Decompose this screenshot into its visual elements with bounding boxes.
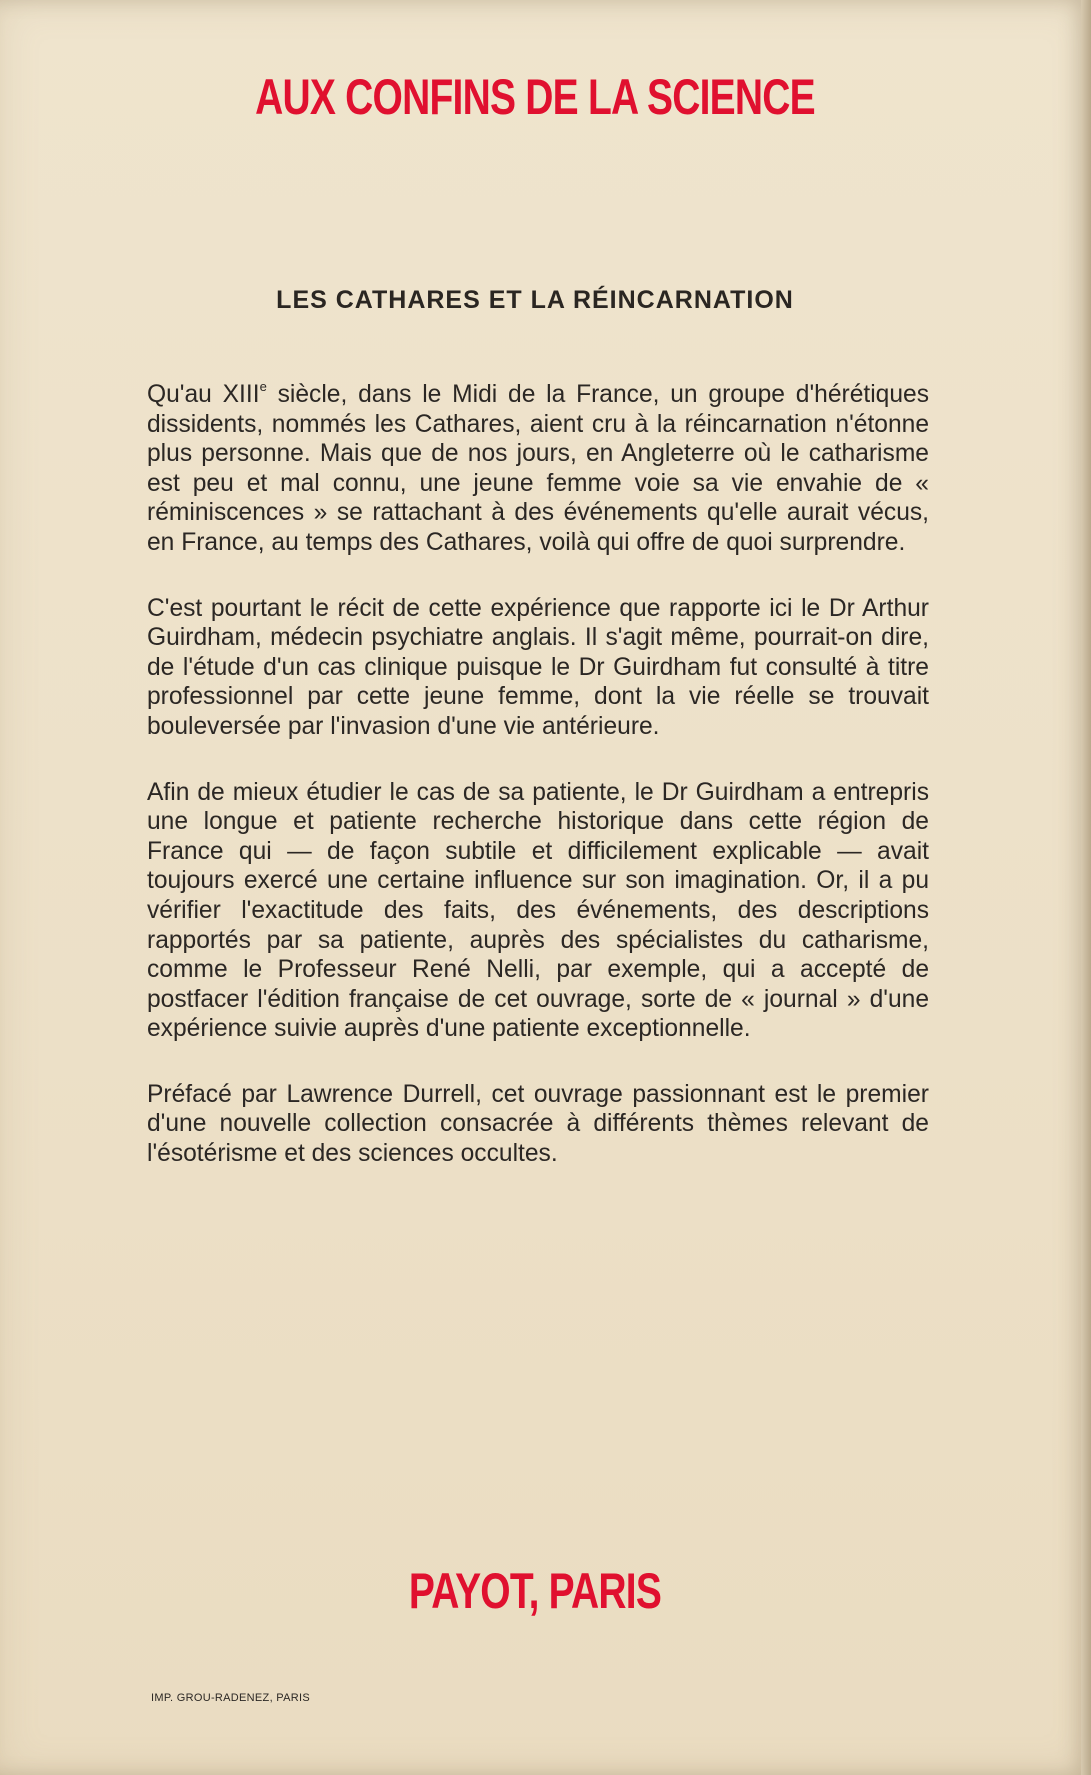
blurb-paragraph-3: Afin de mieux étudier le cas de sa patiente, le Dr Guirdham a entrepris une longue et patiente recherche historique dans cette région de France qui — de façon subtile et difficilement explicable — avait toujours exercé une certaine influence sur son imagination. Or, il a pu vérifier l'exactitude des faits, des événements, des descriptions rapportés par sa patiente, auprès des spécialistes du catharisme, comme le Professeur René Nelli, par exemple, qui a accepté de postfacer l'édition française de cet ouvrage, sorte de « journal » d'une expérience suivie auprès d'une patiente exceptionnelle. (147, 778, 929, 1043)
paragraph-1-start: Qu'au XIII (147, 381, 260, 408)
printer-credit: IMP. GROU-RADENEZ, PARIS (151, 1692, 310, 1704)
blurb-paragraph-4: Préfacé par Lawrence Durrell, cet ouvrage passionnant est le premier d'une nouvelle collection consacrée à différents thèmes relevant de l'ésotérisme et des sciences occultes. (147, 1080, 929, 1168)
cover-edge (1081, 0, 1091, 1775)
book-title: LES CATHARES ET LA RÉINCARNATION (276, 286, 794, 314)
paragraph-1-rest: siècle, dans le Midi de la France, un groupe d'hérétiques dissidents, nommés les Cathares, aient cru à la réincarnation n'étonne plus personne. Mais que de nos jours, en Angleterre où le catharisme est peu et mal connu, une jeune femme voie sa vie envahie de « réminiscences » se rattachant à des événements qu'elle aurait vécus, en France, au temps des Cathares, voilà qui offre de quoi surprendre. (147, 381, 929, 556)
blurb-paragraph-1 (147, 380, 929, 558)
blurb (147, 380, 929, 1205)
publisher-name: PAYOT, PARIS (408, 1563, 662, 1619)
series-title: AUX CONFINS DE LA SCIENCE (255, 69, 815, 125)
century-superscript: e (259, 379, 267, 394)
blurb-paragraph-2: C'est pourtant le récit de cette expérience que rapporte ici le Dr Arthur Guirdham, médecin psychiatre anglais. Il s'agit même, pourrait-on dire, de l'étude d'un cas clinique puisque le Dr Guirdham fut consulté à titre professionnel par cette jeune femme, dont la vie réelle se trouvait bouleversée par l'invasion d'une vie antérieure. (147, 594, 929, 740)
